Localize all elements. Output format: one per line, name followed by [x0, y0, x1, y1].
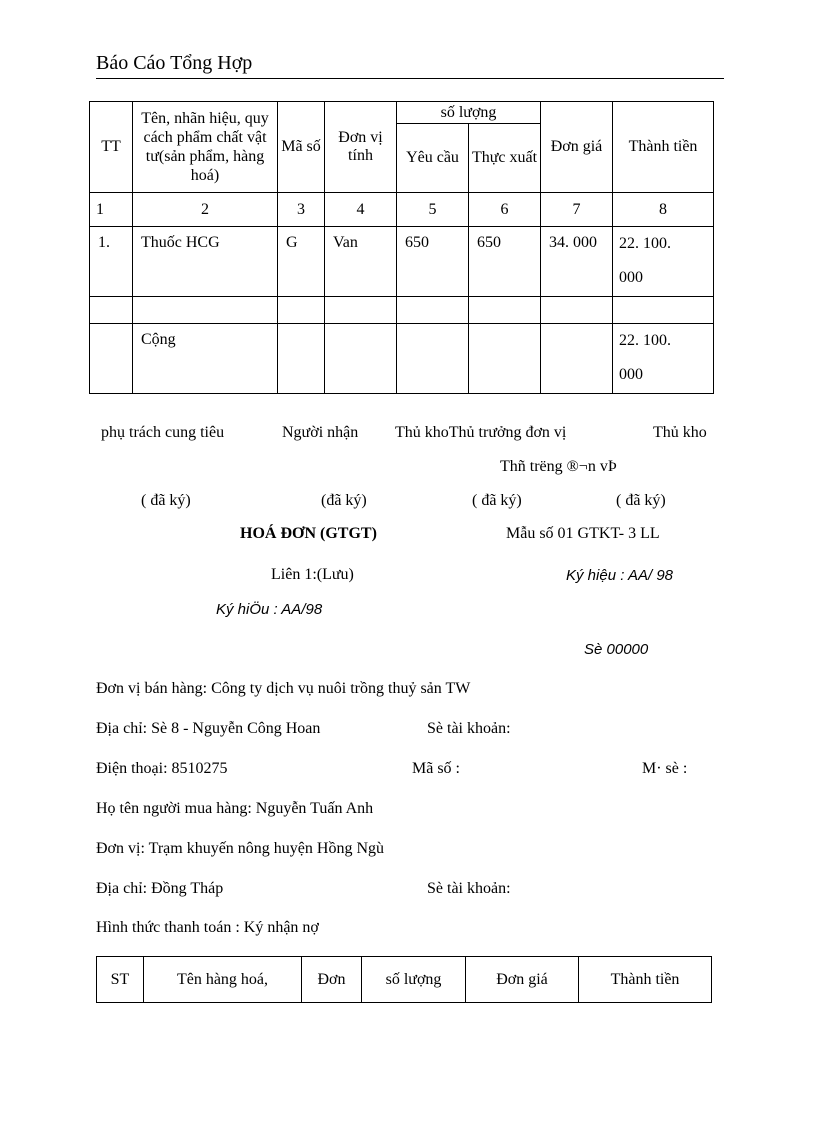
index-cell: 7 [541, 193, 613, 227]
index-cell: 1 [90, 193, 133, 227]
index-row [90, 193, 714, 227]
sig-supply: phụ trách cung tiêu [101, 424, 225, 441]
signed-label-3: ( đã ký) [472, 492, 522, 509]
seller-ms-garbled: M· sè : [642, 760, 688, 777]
seller-account: Sè tài khoản: [427, 720, 511, 737]
item-code: G [278, 227, 325, 297]
item-total-value: 22. 100. 000 [619, 235, 671, 286]
header-quantity: số lượng [397, 102, 541, 124]
seller-address: Địa chỉ: Sè 8 - Nguyễn Công Hoan [96, 720, 321, 737]
item-requested: 650 [397, 227, 469, 297]
index-cell: 3 [278, 193, 325, 227]
signed-label-1: ( đã ký) [141, 492, 191, 509]
payment-method: Hình thức thanh toán : Ký nhận nợ [96, 919, 319, 936]
seller-line: Đơn vị bán hàng: Công ty dịch vụ nuôi trồng thuỷ sản TW [96, 680, 471, 697]
header-unit: Đơn [302, 957, 362, 1003]
header-total: Thành tiền [579, 957, 712, 1003]
buyer-account: Sè tài khoản: [427, 880, 511, 897]
invoice-copy: Liên 1:(Lưu) [271, 566, 354, 583]
item-unit: Van [325, 227, 397, 297]
header-price: Đơn giá [466, 957, 579, 1003]
item-price: 34. 000 [541, 227, 613, 297]
header-divider [96, 78, 724, 79]
sum-total-value: 22. 100. 000 [619, 332, 671, 383]
index-cell: 2 [133, 193, 278, 227]
header-code: Mã số [278, 102, 325, 193]
header-actual: Thực xuất [469, 124, 541, 193]
page-title: Báo Cáo Tổng Hợp [96, 52, 253, 74]
invoice-symbol: Ký hiệu : AA/ 98 [566, 567, 674, 584]
invoice-title: HOÁ ĐƠN (GTGT) [240, 525, 377, 542]
header-st: ST [97, 957, 144, 1003]
item-tt: 1. [90, 227, 133, 297]
buyer-name: Họ tên người mua hàng: Nguyễn Tuấn Anh [96, 800, 374, 817]
invoice-symbol-garbled: Ký hiÖu : AA/98 [216, 601, 323, 618]
invoice-goods-table [96, 956, 712, 1003]
sum-row [90, 324, 714, 394]
sig-storekeeper-head: Thủ khoThủ trưởng đơn vị [395, 424, 567, 441]
goods-table [89, 101, 714, 394]
table-row [90, 227, 714, 297]
signed-label-4: ( đã ký) [616, 492, 666, 509]
header-goods-name: Tên hàng hoá, [144, 957, 302, 1003]
seller-tax-code: Mã số : [412, 760, 460, 777]
table-header-row [97, 957, 712, 1003]
item-total [613, 227, 714, 297]
signed-label-2: (đã ký) [321, 492, 367, 509]
invoice-form: Mẫu số 01 GTKT- 3 LL [506, 525, 660, 542]
header-tt: TT [90, 102, 133, 193]
buyer-address: Địa chỉ: Đồng Tháp [96, 880, 224, 897]
index-cell: 4 [325, 193, 397, 227]
sig-storekeeper: Thủ kho [653, 424, 707, 441]
empty-row [90, 297, 714, 324]
header-requested: Yêu cầu [397, 124, 469, 193]
seller-phone: Điện thoại: 8510275 [96, 760, 228, 777]
sum-total [613, 324, 714, 394]
header-price: Đơn giá [541, 102, 613, 193]
index-cell: 8 [613, 193, 714, 227]
item-name: Thuốc HCG [133, 227, 278, 297]
sig-unit-head-garbled: Thñ trëng ®¬n vÞ [500, 458, 617, 475]
header-unit: Đơn vị tính [325, 102, 397, 193]
item-actual: 650 [469, 227, 541, 297]
sum-label: Cộng [133, 324, 278, 394]
header-quantity: số lượng [362, 957, 466, 1003]
sig-receiver: Người nhận [282, 424, 359, 441]
buyer-unit: Đơn vị: Trạm khuyến nông huyện Hồng Ngù [96, 840, 385, 857]
index-cell: 5 [397, 193, 469, 227]
header-total: Thành tiền [613, 102, 714, 193]
invoice-number: Sè 00000 [584, 641, 649, 658]
header-name: Tên, nhãn hiệu, quy cách phẩm chất vật tư(sản phẩm, hàng hoá) [133, 102, 278, 193]
index-cell: 6 [469, 193, 541, 227]
